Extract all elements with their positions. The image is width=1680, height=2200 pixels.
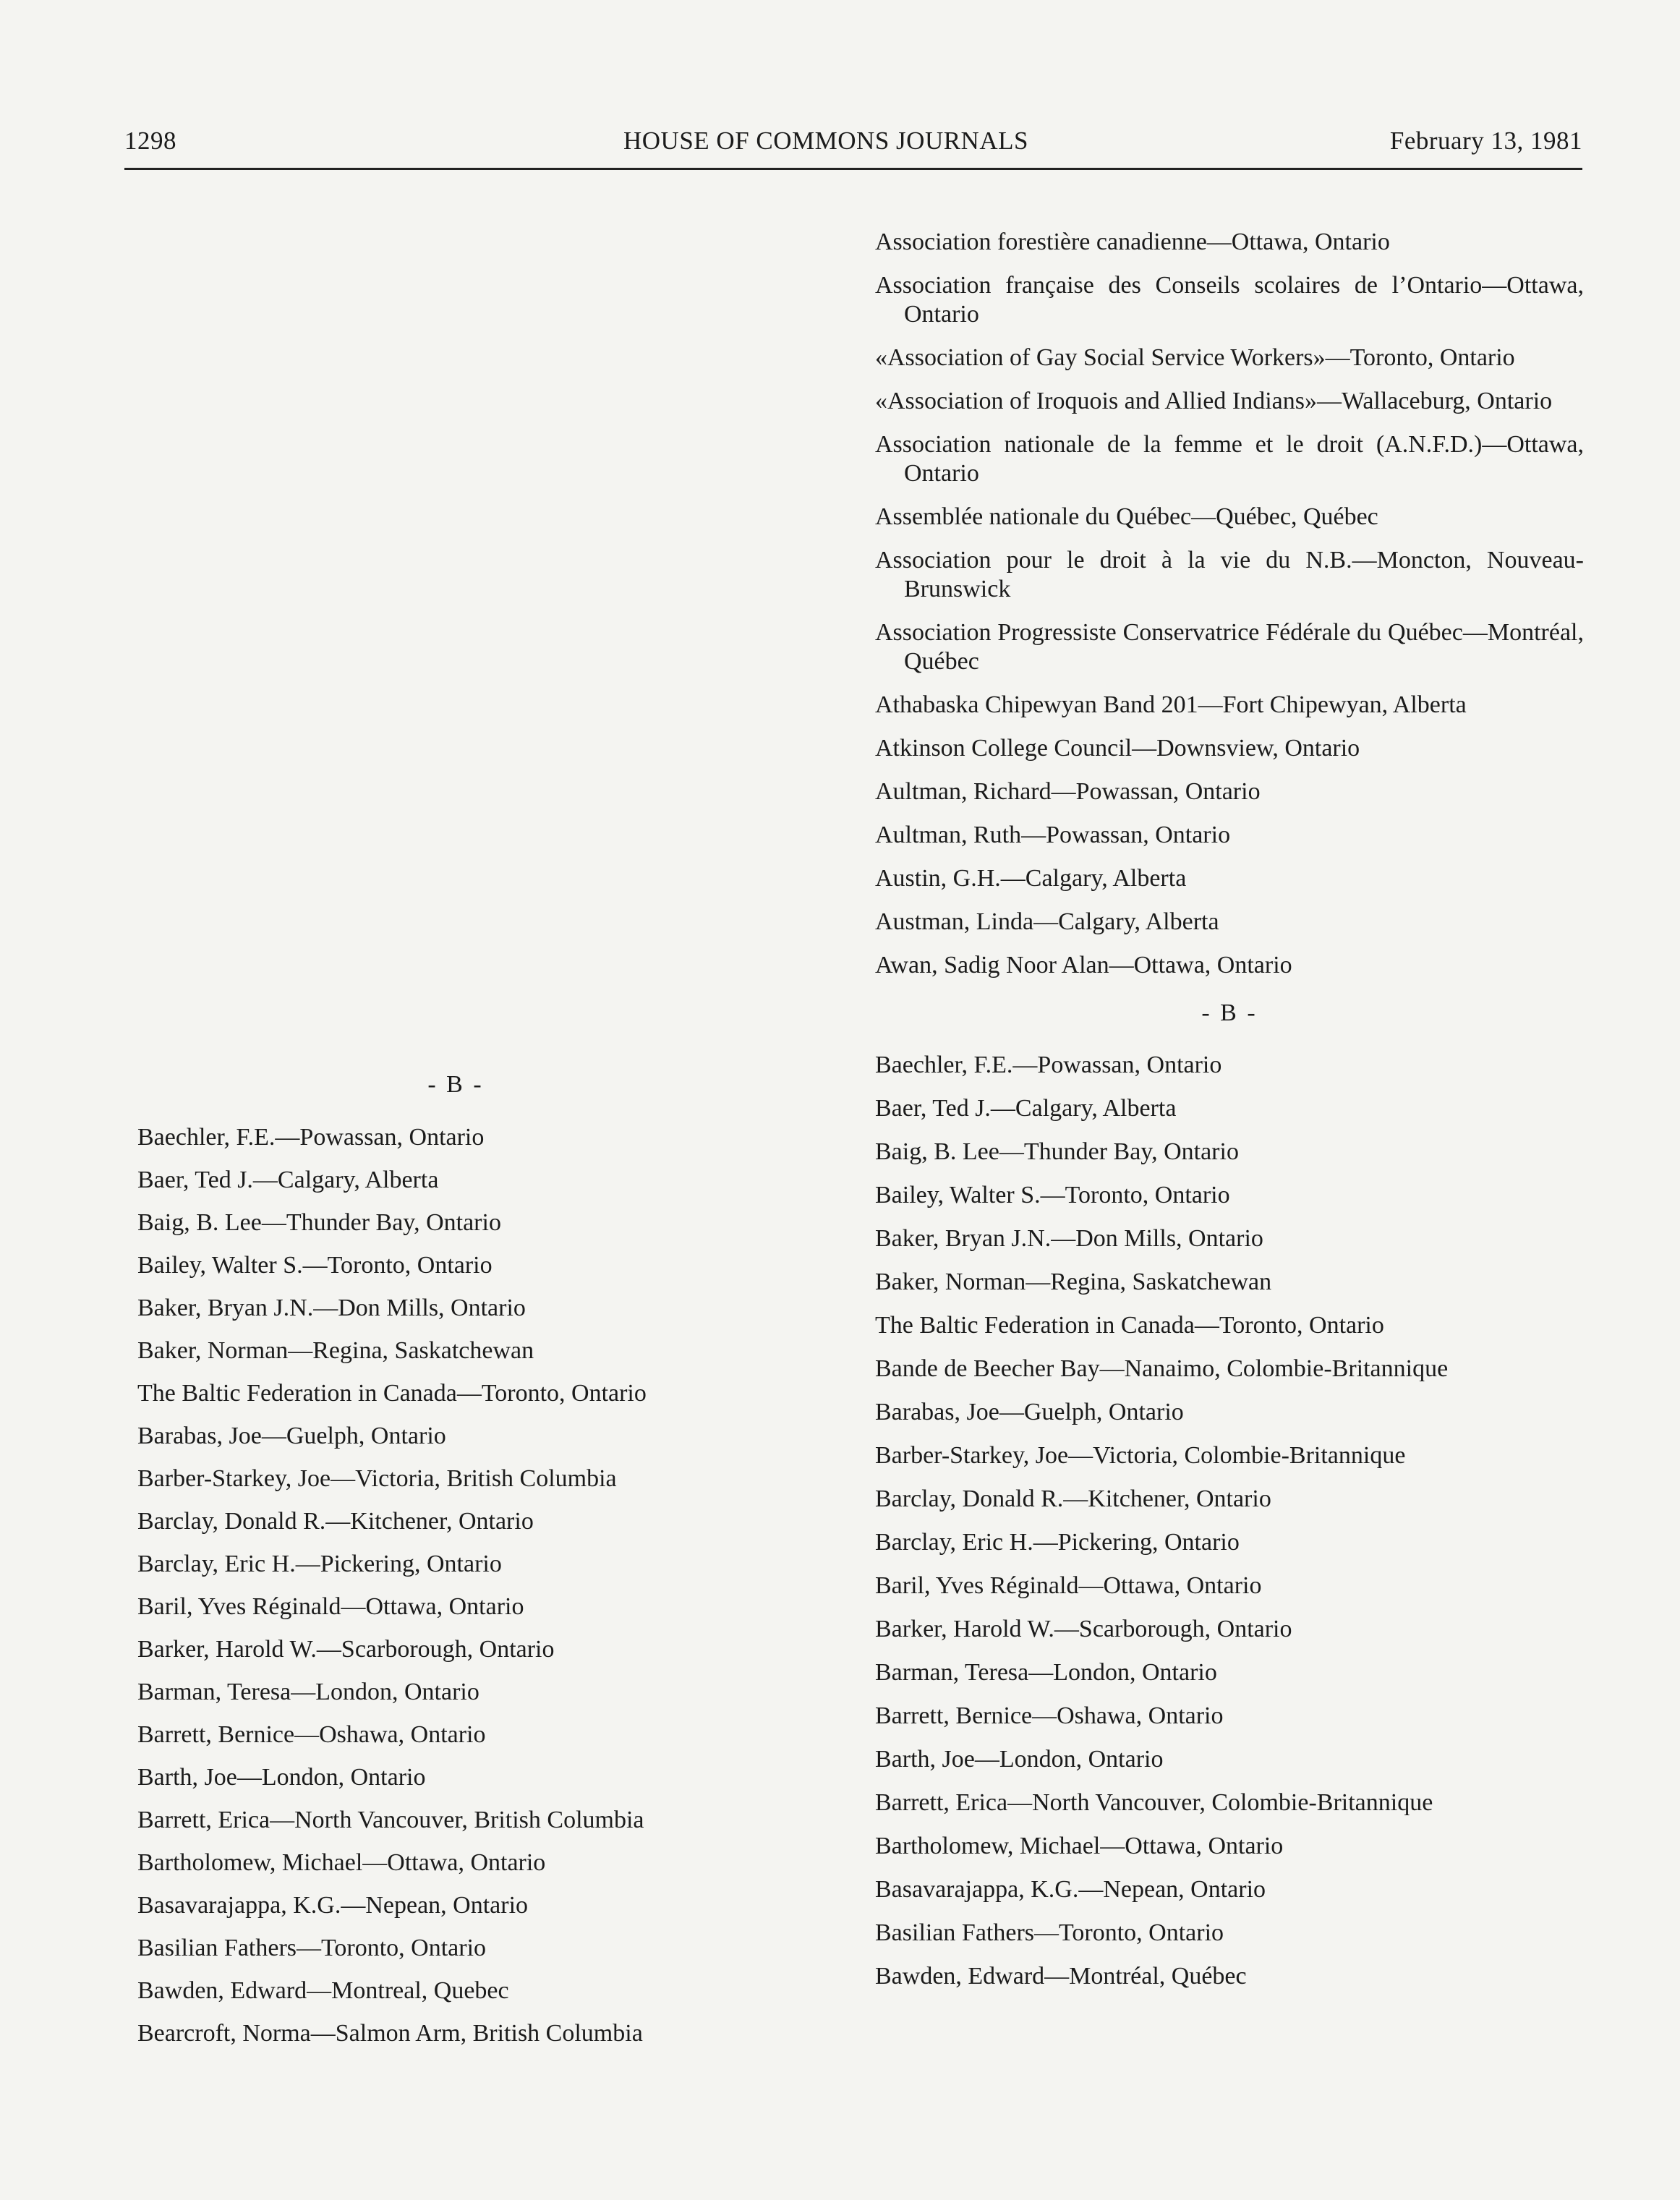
list-item: Basilian Fathers—Toronto, Ontario (137, 1935, 487, 1961)
right-column (875, 228, 1584, 2005)
list-item: Barrett, Erica—North Vancouver, Colombie-Britannique (875, 1789, 1433, 1816)
list-item: Barman, Teresa—London, Ontario (875, 1659, 1217, 1686)
list-item: Baer, Ted J.—Calgary, Alberta (875, 1095, 1177, 1122)
list-item: Barth, Joe—London, Ontario (137, 1764, 426, 1791)
list-item: Baril, Yves Réginald—Ottawa, Ontario (875, 1572, 1262, 1599)
list-item: Austman, Linda—Calgary, Alberta (875, 908, 1219, 935)
list-item: Austin, G.H.—Calgary, Alberta (875, 865, 1187, 892)
section-heading-b: - B - (427, 1071, 484, 1098)
list-item: Association Progressiste Conservatrice Fédérale du Québec—Montréal, Québec (875, 619, 1584, 675)
list-item: Basavarajappa, K.G.—Nepean, Ontario (875, 1876, 1266, 1903)
list-item: Barker, Harold W.—Scarborough, Ontario (137, 1636, 555, 1663)
list-item: Bailey, Walter S.—Toronto, Ontario (875, 1182, 1230, 1208)
list-item: Aultman, Richard—Powassan, Ontario (875, 778, 1261, 805)
list-item: Barman, Teresa—London, Ontario (137, 1679, 479, 1705)
list-item: The Baltic Federation in Canada—Toronto, Ontario (137, 1380, 647, 1407)
list-item: Barclay, Eric H.—Pickering, Ontario (137, 1551, 502, 1577)
list-item: «Association of Iroquois and Allied Indians»—Wallaceburg, Ontario (875, 388, 1553, 414)
page-number: 1298 (124, 127, 176, 155)
list-item: Baig, B. Lee—Thunder Bay, Ontario (875, 1138, 1239, 1165)
list-item: Barber-Starkey, Joe—Victoria, British Columbia (137, 1465, 617, 1492)
list-item: Baril, Yves Réginald—Ottawa, Ontario (137, 1593, 524, 1620)
list-item: Atkinson College Council—Downsview, Ontario (875, 735, 1360, 762)
list-item: Athabaska Chipewyan Band 201—Fort Chipewyan, Alberta (875, 691, 1467, 718)
section-heading-b: - B - (1201, 999, 1258, 1026)
list-item: Baker, Norman—Regina, Saskatchewan (875, 1269, 1272, 1295)
list-item: Barber-Starkey, Joe—Victoria, Colombie-Britannique (875, 1442, 1406, 1469)
list-item: Bawden, Edward—Montreal, Quebec (137, 1977, 509, 2004)
header-rule (124, 168, 1582, 170)
list-item: Bartholomew, Michael—Ottawa, Ontario (137, 1849, 546, 1876)
list-item: Bande de Beecher Bay—Nanaimo, Colombie-Britannique (875, 1355, 1449, 1382)
list-item: Association forestière canadienne—Ottawa, Ontario (875, 229, 1390, 255)
list-item: «Association of Gay Social Service Workers»—Toronto, Ontario (875, 344, 1515, 371)
list-item: Bawden, Edward—Montréal, Québec (875, 1963, 1247, 1990)
journal-date: February 13, 1981 (1389, 127, 1582, 155)
list-item: The Baltic Federation in Canada—Toronto, Ontario (875, 1312, 1384, 1339)
list-item: Assemblée nationale du Québec—Québec, Québec (875, 503, 1378, 530)
list-item: Barclay, Donald R.—Kitchener, Ontario (137, 1508, 534, 1535)
journal-title: HOUSE OF COMMONS JOURNALS (623, 127, 1028, 155)
list-item: Bearcroft, Norma—Salmon Arm, British Columbia (137, 2020, 643, 2047)
list-item: Bailey, Walter S.—Toronto, Ontario (137, 1252, 493, 1279)
list-item: Barclay, Eric H.—Pickering, Ontario (875, 1529, 1240, 1556)
list-item: Baechler, F.E.—Powassan, Ontario (875, 1052, 1222, 1078)
right-b-entry-list (875, 1051, 1584, 1991)
list-item: Barclay, Donald R.—Kitchener, Ontario (875, 1485, 1271, 1512)
list-item: Baker, Bryan J.N.—Don Mills, Ontario (137, 1295, 526, 1321)
list-item: Barabas, Joe—Guelph, Ontario (137, 1423, 446, 1449)
list-item: Basavarajappa, K.G.—Nepean, Ontario (137, 1892, 529, 1919)
list-item: Baer, Ted J.—Calgary, Alberta (137, 1167, 439, 1193)
list-item: Barth, Joe—London, Ontario (875, 1746, 1164, 1773)
list-item: Barrett, Erica—North Vancouver, British Columbia (137, 1807, 644, 1833)
list-item: Barrett, Bernice—Oshawa, Ontario (875, 1702, 1224, 1729)
list-item: Barabas, Joe—Guelph, Ontario (875, 1399, 1184, 1425)
list-item: Bartholomew, Michael—Ottawa, Ontario (875, 1833, 1284, 1859)
list-item: Association nationale de la femme et le droit (A.N.F.D.)—Ottawa, Ontario (875, 431, 1584, 487)
list-item: Barrett, Bernice—Oshawa, Ontario (137, 1721, 486, 1748)
list-item: Awan, Sadig Noor Alan—Ottawa, Ontario (875, 952, 1292, 979)
list-item: Baker, Bryan J.N.—Don Mills, Ontario (875, 1225, 1263, 1252)
list-item: Baker, Norman—Regina, Saskatchewan (137, 1337, 534, 1364)
list-item: Association française des Conseils scolaires de l’Ontario—Ottawa, Ontario (875, 272, 1584, 328)
list-item: Aultman, Ruth—Powassan, Ontario (875, 822, 1231, 848)
list-item: Basilian Fathers—Toronto, Ontario (875, 1919, 1224, 1946)
left-column (137, 1070, 774, 2062)
left-entry-list (137, 1123, 774, 2048)
list-item: Baig, B. Lee—Thunder Bay, Ontario (137, 1209, 501, 1236)
right-a-entry-list (875, 228, 1584, 980)
list-item: Association pour le droit à la vie du N.B.—Moncton, Nouveau-Brunswick (875, 547, 1584, 602)
list-item: Baechler, F.E.—Powassan, Ontario (137, 1124, 485, 1151)
list-item: Barker, Harold W.—Scarborough, Ontario (875, 1616, 1292, 1642)
page-header (124, 119, 1582, 170)
